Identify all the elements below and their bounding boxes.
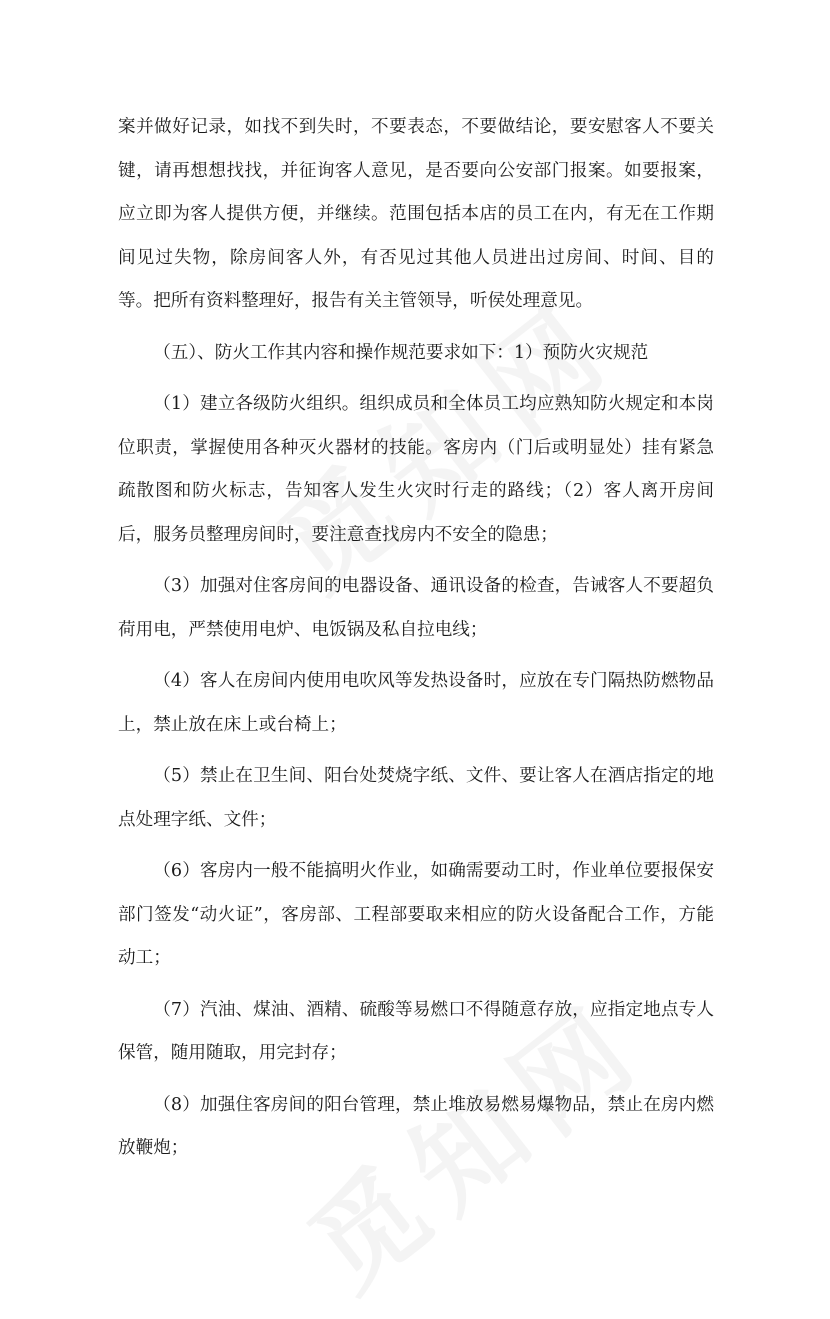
paragraph-item-6: （6）客房内一般不能搞明火作业，如确需要动工时，作业单位要报保安部门签发“动火证”，客房部、工程部要取来相应的防火设备配合工作，方能动工； bbox=[118, 861, 714, 968]
document-body bbox=[118, 106, 714, 1179]
paragraph-item-4: （4）客人在房间内使用电吹风等发热设备时，应放在专门隔热防燃物品上，禁止放在床上或台椅上； bbox=[118, 671, 714, 735]
paragraph-item-5: （5）禁止在卫生间、阳台处焚烧字纸、文件、要让客人在酒店指定的地点处理字纸、文件； bbox=[118, 766, 714, 830]
paragraph-continued: 案并做好记录，如找不到失时，不要表态，不要做结论，要安慰客人不要关键，请再想想找找，并征询客人意见，是否要向公安部门报案。如要报案，应立即为客人提供方便，并继续。范围包括本店的员工在内，有无在工作期间见过失物，除房间客人外，有否见过其他人员进出过房间、时间、目的等。把所有资料整理好，报告有关主管领导，听侯处理意见。 bbox=[118, 117, 714, 311]
paragraph-item-8: （8）加强住客房间的阳台管理，禁止堆放易燃易爆物品，禁止在房内燃放鞭炮； bbox=[118, 1094, 714, 1158]
paragraph-item-3: （3）加强对住客房间的电器设备、通讯设备的检查，告诫客人不要超负荷用电，严禁使用电炉、电饭锅及私自拉电线； bbox=[118, 576, 714, 640]
paragraph-item-7: （7）汽油、煤油、酒精、硫酸等易燃口不得随意存放，应指定地点专人保管，随用随取，用完封存； bbox=[118, 999, 714, 1063]
paragraph-section-heading: （五）、防火工作其内容和操作规范要求如下：1）预防火灾规范 bbox=[153, 342, 649, 363]
paragraph-item-1-2: （1）建立各级防火组织。组织成员和全体员工均应熟知防火规定和本岗位职责，掌握使用各种灭火器材的技能。客房内（门后或明显处）挂有紧急疏散图和防火标志，告知客人发生火灾时行走的路线；（2）客人离开房间后，服务员整理房间时，要注意查找房内不安全的隐患； bbox=[118, 394, 714, 545]
